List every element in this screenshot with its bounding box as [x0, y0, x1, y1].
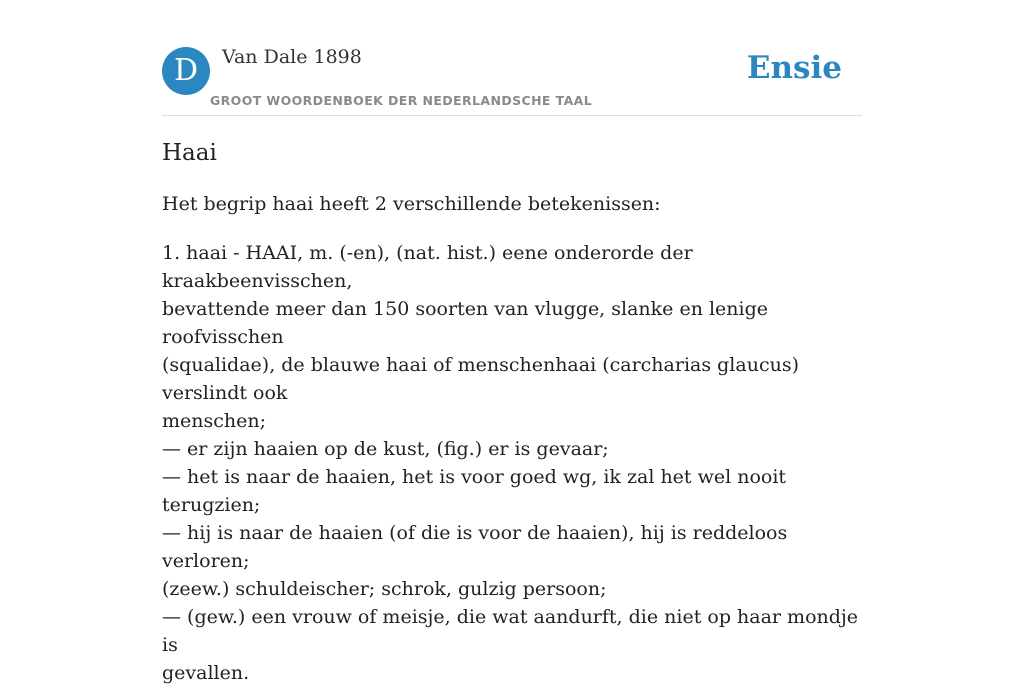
- ensie-logo[interactable]: Ensie: [746, 50, 842, 86]
- definition-line: — er zijn haaien op de kust, (fig.) er is gevaar;: [162, 438, 609, 460]
- definition-line: bevattende meer dan 150 soorten van vlugge, slanke en lenige roofvisschen: [162, 298, 769, 348]
- definition-line: (squalidae), de blauwe haai of menschenhaai (carcharias glaucus) verslindt ook: [162, 354, 799, 404]
- definition-line: menschen;: [162, 410, 267, 432]
- definition-line: — het is naar de haaien, het is voor goed wg, ik zal het wel nooit terugzien;: [162, 466, 787, 516]
- definition-line: — hij is naar de haaien (of die is voor de haaien), hij is reddeloos verloren;: [162, 522, 788, 572]
- page-title: Haai: [162, 140, 217, 166]
- source-name[interactable]: Van Dale 1898: [222, 46, 362, 68]
- definition-line: gevallen.: [162, 662, 250, 684]
- definition-line: — (gew.) een vrouw of meisje, die wat aandurft, die niet op haar mondje is: [162, 606, 859, 656]
- header-divider: [162, 115, 862, 116]
- intro-text: Het begrip haai heeft 2 verschillende betekenissen:: [162, 193, 661, 215]
- definition-line: 1. haai - HAAI, m. (-en), (nat. hist.) eene onderorde der kraakbeenvisschen,: [162, 242, 693, 292]
- definition-text: [162, 239, 862, 687]
- source-avatar[interactable]: D: [162, 47, 210, 95]
- definition-line: (zeew.) schuldeischer; schrok, gulzig persoon;: [162, 578, 607, 600]
- source-subtitle: GROOT WOORDENBOEK DER NEDERLANDSCHE TAAL: [210, 93, 593, 108]
